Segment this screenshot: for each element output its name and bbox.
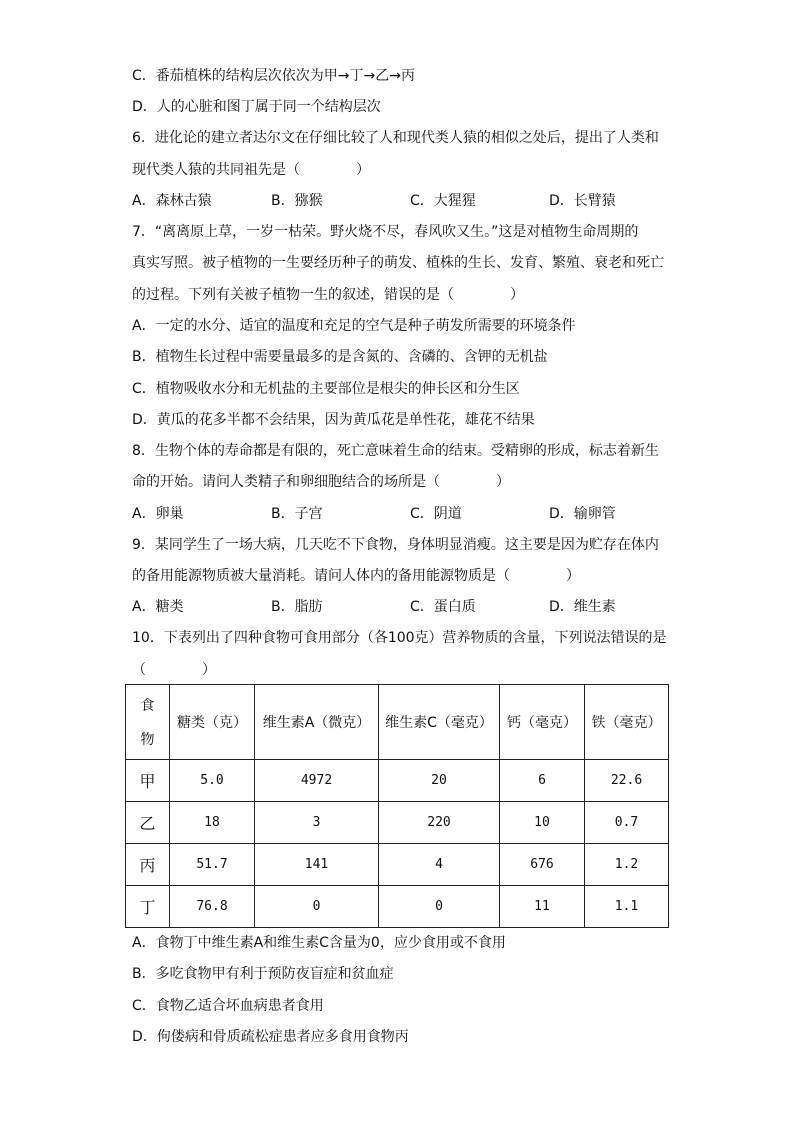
- table-cell: 0.7: [585, 802, 669, 844]
- table-cell: 4972: [255, 760, 379, 802]
- q9-option-d: D．维生素: [549, 599, 616, 615]
- table-cell: 76.8: [170, 886, 255, 928]
- table-cell: 22.6: [585, 760, 669, 802]
- q6-option-c: C．大猩猩: [410, 193, 476, 209]
- q5-option-d: D．人的心脏和图丁属于同一个结构层次: [132, 99, 381, 115]
- table-cell: 51.7: [170, 844, 255, 886]
- table-header-row: [126, 685, 669, 760]
- q6-stem-line1: 6．进化论的建立者达尔文在仔细比较了人和现代类人猿的相似之处后，提出了人类和: [132, 130, 659, 146]
- food-name-cell: 丙: [126, 844, 170, 886]
- q8-option-a: A．卵巢: [132, 506, 184, 522]
- table-cell: 20: [379, 760, 500, 802]
- q9-stem-line1: 9．某同学生了一场大病，几天吃不下食物，身体明显消瘦。这主要是因为贮存在体内: [132, 537, 659, 553]
- table-cell: 10: [500, 802, 585, 844]
- q10-stem-line1: 10．下表列出了四种食物可食用部分（各100克）营养物质的含量，下列说法错误的是: [132, 630, 667, 646]
- table-cell: 4: [379, 844, 500, 886]
- q9-stem-line2: 的备用能源物质被大量消耗。请问人体内的备用能源物质是（ ）: [132, 568, 580, 584]
- header-food: [126, 685, 170, 760]
- q8-stem-line1: 8．生物个体的寿命都是有限的，死亡意味着生命的结束。受精卵的形成，标志着新生: [132, 443, 659, 459]
- q8-stem-line2: 命的开始。请问人类精子和卵细胞结合的场所是（ ）: [132, 474, 510, 490]
- q10-option-a: A．食物丁中维生素A和维生素C含量为0，应少食用或不食用: [132, 935, 506, 951]
- table-cell: 18: [170, 802, 255, 844]
- q9-option-c: C．蛋白质: [410, 599, 476, 615]
- q6-option-d: D．长臂猿: [549, 193, 616, 209]
- q7-option-a: A．一定的水分、适宜的温度和充足的空气是种子萌发所需要的环境条件: [132, 318, 576, 334]
- q8-option-d: D．输卵管: [549, 506, 616, 522]
- table-cell: 676: [500, 844, 585, 886]
- food-name-cell: 丁: [126, 886, 170, 928]
- q6-option-b: B．猕猴: [271, 193, 323, 209]
- table-cell: 6: [500, 760, 585, 802]
- q8-option-c: C．阴道: [410, 506, 462, 522]
- header-food-char2: 物: [140, 732, 155, 748]
- q7-stem-line2: 真实写照。被子植物的一生要经历种子的萌发、植株的生长、发育、繁殖、衰老和死亡: [132, 255, 664, 271]
- table-cell: 3: [255, 802, 379, 844]
- q7-stem-line1: 7．“离离原上草，一岁一枯荣。野火烧不尽，春风吹又生。”这是对植物生命周期的: [132, 224, 639, 240]
- table-row: [126, 886, 669, 928]
- q10-option-c: C．食物乙适合坏血病患者食用: [132, 998, 324, 1014]
- table-cell: 220: [379, 802, 500, 844]
- table-cell: 11: [500, 886, 585, 928]
- header-cell: 维生素A（微克）: [255, 685, 379, 760]
- q10-option-b: B．多吃食物甲有利于预防夜盲症和贫血症: [132, 966, 394, 982]
- q10-stem-line2: （ ）: [132, 662, 216, 678]
- q7-stem-line3: 的过程。下列有关被子植物一生的叙述，错误的是（ ）: [132, 287, 524, 303]
- q10-option-d: D．佝偻病和骨质疏松症患者应多食用食物丙: [132, 1029, 409, 1045]
- header-cell: 铁（毫克）: [585, 685, 669, 760]
- table-row: [126, 760, 669, 802]
- food-name-cell: 甲: [126, 760, 170, 802]
- header-food-char1: 食: [140, 698, 155, 714]
- table-row: [126, 844, 669, 886]
- q9-option-b: B．脂肪: [271, 599, 323, 615]
- table-cell: 0: [255, 886, 379, 928]
- nutrition-table: [125, 684, 669, 928]
- food-name-cell: 乙: [126, 802, 170, 844]
- q7-option-c: C．植物吸收水分和无机盐的主要部位是根尖的伸长区和分生区: [132, 381, 520, 397]
- table-cell: 141: [255, 844, 379, 886]
- table-cell: 0: [379, 886, 500, 928]
- header-cell: 维生素C（毫克）: [379, 685, 500, 760]
- table-cell: 1.2: [585, 844, 669, 886]
- q6-stem-line2: 现代类人猿的共同祖先是（ ）: [132, 162, 370, 178]
- q5-option-c: C．番茄植株的结构层次依次为甲→丁→乙→丙: [132, 68, 415, 84]
- header-cell: 糖类（克）: [170, 685, 255, 760]
- q6-option-a: A．森林古猿: [132, 193, 212, 209]
- table-row: [126, 802, 669, 844]
- q8-option-b: B．子宫: [271, 506, 323, 522]
- table-cell: 5.0: [170, 760, 255, 802]
- q7-option-b: B．植物生长过程中需要量最多的是含氮的、含磷的、含钾的无机盐: [132, 349, 548, 365]
- q9-option-a: A．糖类: [132, 599, 184, 615]
- header-cell: 钙（毫克）: [500, 685, 585, 760]
- q7-option-d: D．黄瓜的花多半都不会结果，因为黄瓜花是单性花，雄花不结果: [132, 412, 535, 428]
- table-cell: 1.1: [585, 886, 669, 928]
